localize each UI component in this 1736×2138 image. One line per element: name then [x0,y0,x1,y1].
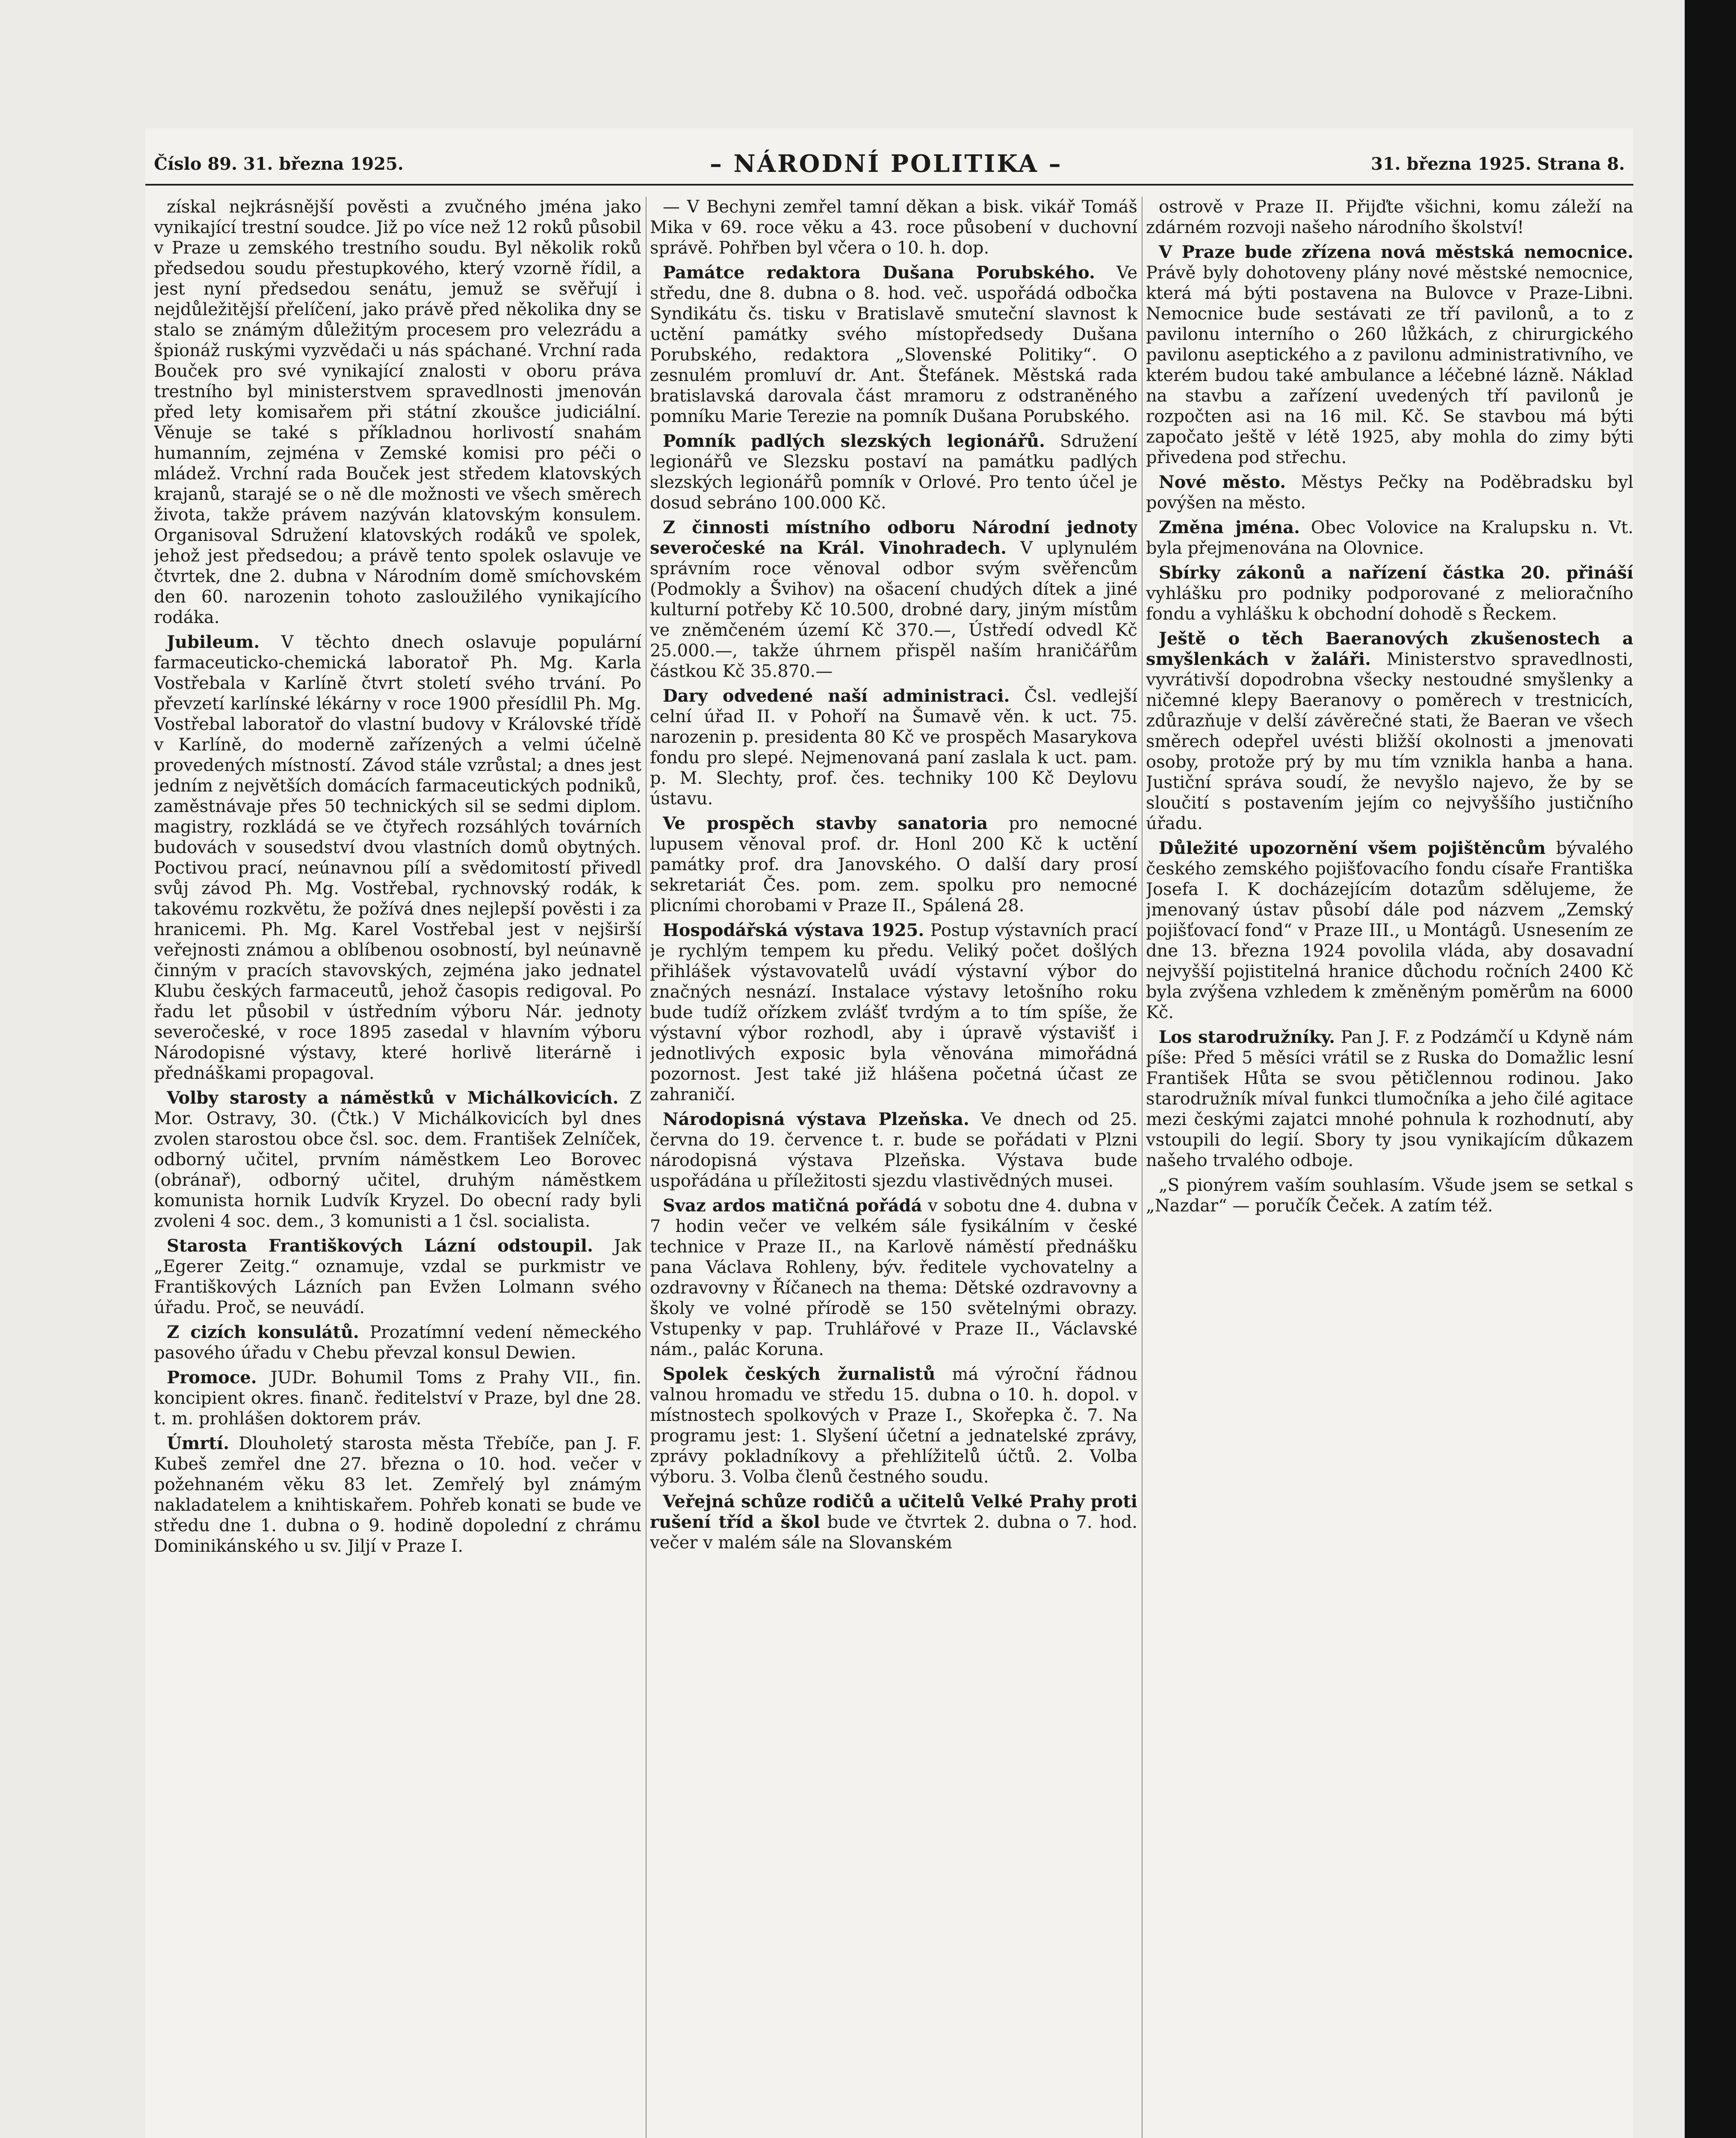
article-headline: Svaz ardos matičná pořádá [663,1196,922,1216]
article-paragraph [154,1322,641,1363]
article-headline: Památce redaktora Dušana Porubského. [663,263,1095,283]
article-headline: Z činnosti místního odboru Národní jednoty severočeské na Král. Vinohradech. [650,517,1137,558]
article-headline: Jubileum. [167,632,260,652]
article-text: ostrově v Praze II. Přijďte všichni, komu záleží na zdárném rozvoji našeho národního školství! [1146,197,1633,237]
article-headline: Dary odvedené naší administraci. [663,686,1010,706]
article-paragraph [1146,197,1633,238]
article-paragraph [154,632,641,1084]
article-text: V uplynulém správním roce věnoval odbor svým svěřencům (Podmokly a Švihov) na ošacení chudých dítek a jiné kulturní potřeby Kč 10.500, drobné dary, jiným místům ve zněmčeném území Kč 370.—, Ústředí odvedl Kč 25.000.—, takže úhrnem přispěl naším hraničářům částkou Kč 35.870.— [650,538,1137,681]
article-text: „S pionýrem vaším souhlasím. Všude jsem se setkal s „Nazdar“ — poručík Čeček. A zatím též. [1146,1175,1633,1216]
article-text: bude ve čtvrtek 2. dubna o 7. hod. večer v malém sále na Slovanském [650,1512,1137,1553]
article-paragraph [1146,838,1633,1023]
article-headline: Spolek českých žurnalistů [663,1364,936,1384]
article-paragraph [154,1367,641,1429]
article-text: Z Mor. Ostravy, 30. (Čtk.) V Michálkovicích byl dnes zvolen starostou obce čsl. soc. dem. František Zelníček, odborný učitel, prvním náměstkem Leo Borovec (obránař), odborný učitel, druhým náměstkem komunista hornik Ludvík Kryzel. Do obecní rady byli zvoleni 4 soc. dem., 3 komunisti a 1 čsl. socialista. [154,1088,641,1231]
article-text: Jak „Egerer Zeitg.“ oznamuje, vzdal se purkmistr ve Františkových Lázních pan Evžen Lolmann svého úřadu. Proč, se neuvádí. [154,1236,641,1317]
article-text: Pan J. F. z Podzámčí u Kdyně nám píše: Před 5 měsíci vrátil se z Ruska do Domažlic lesní František Hůta se svou pětičlennou rodinou. Jako starodružník míval funkci tlumočníka a jeho čilé agitace mezi českými zajatci mnohé pohnula k rozhodnutí, aby vstoupili do legií. Sbory ty jsou vynikajícím důkazem našeho trvalého odboje. [1146,1028,1633,1170]
article-paragraph [154,1088,641,1231]
article-text: V těchto dnech oslavuje populární farmaceuticko-chemická laboratoř Ph. Mg. Karla Vostřebala v Karlíně čtvrt století svého trvání. Po převzetí karlínské lékárny v roce 1900 přesídlil Ph. Mg. Vostřebal laboratoř do vlastní budovy v Královské třídě v Karlíně, do moderně zařízených a velmi účelně provedených místností. Závod stále vzrůstal; a dnes jest jedním z největších domácích farmaceutických podniků, zaměstnávaje přes 50 technických sil se sedmi diplom. magistry, rozkládá se ve čtyřech rozsáhlých továrních budovách v sousedství dvou vlastních domů obytných. Poctivou prací, neúnavnou pílí a svědomitostí přivedl svůj závod Ph. Mg. Vostřebal, rychnovský rodák, k takovému rozkvětu, že požívá dnes nejlepší pověsti i za hranicemi. Ph. Mg. Karel Vostřebal jest v nejširší veřejnosti známou a oblíbenou osobností, byl neúnavně činným v pracích stavovských, zejména jako jednatel Klubu českých farmaceutů, jehož časopis redigoval. Po řadu let působil v ústředním výboru Nár. jednoty severočeské, v roce 1895 zasedal v hlavním výboru Národopisné výstavy, které horlivě literárně i přednáškami propagoval. [154,632,641,1083]
article-text: Městys Pečky na Poděbradsku byl povýšen na město. [1146,472,1633,513]
article-text: pro nemocné lupusem věnoval prof. dr. Honl 200 Kč k uctění památky prof. dra Janovského. O další dary prosí sekretariát Čes. pom. zem. spolku pro nemocné plicními chorobami v Praze II., Spálená 28. [650,814,1137,915]
article-text: získal nejkrásnější pověsti a zvučného jména jako vynikající trestní soudce. Již po více než 12 roků působil v Praze u zemského trestního soudu. Byl několik roků předsedou soudu přestupkového, který vzorně řídil, a jest nyní předsedou senátu, jemuž se svěřují i nejdůležitější přelíčení, jako právě před několika dny se stalo se známým důležitým procesem pro velezrádu a špionáž ruskými vyzvědači u nás spáchané. Vrchní rada Bouček pro své vynikající znalosti v oboru práva trestního byl ministerstvem spravedlnosti jmenován před lety komisařem při státní zkoušce judiciální. Věnuje se také s příkladnou horlivostí snahám humanním, zejména v Zemské komisi pro péči o mládež. Vrchní rada Bouček jest středem klatovských krajanů, starajé se o ně dle možnosti ve všech směrech života, takže právem nazýván klatovským konsulem. Organisoval Sdružení klatovských rodáků ve spolek, jehož jest předsedou; a právě tento spolek oslavuje ve čtvrtek, dne 2. dubna v Národním domě smíchovském den 60. narozenin tohoto zasloužilého vynikajícího rodáka. [154,197,641,627]
page-header [145,145,1633,180]
column-1 [154,197,641,2138]
article-paragraph [650,920,1137,1105]
article-paragraph [1146,629,1633,834]
article-paragraph [650,263,1137,427]
article-headline: Sbírky zákonů a nařízení částka 20. přináší [1159,563,1633,583]
column-2 [650,197,1137,2138]
header-rule [145,184,1633,186]
article-paragraph [1146,1027,1633,1171]
article-headline: Veřejná schůze rodičů a učitelů Velké Prahy proti rušení tříd a škol [650,1491,1137,1532]
article-paragraph [1146,242,1633,468]
article-headline: Pomník padlých slezských legionářů. [663,431,1045,451]
article-paragraph [1146,517,1633,558]
article-paragraph [650,686,1137,809]
article-text: Právě byly dohotoveny plány nové městské nemocnice, která má býti postavena na Bulovce v Praze-Libni. Nemocnice bude sestávati ze tří pavilonů, a to z pavilonu interního o 260 lůžkách, z chirurgického pavilonu aseptického a z pavilonu administrativního, ve kterém budou také ambulance a léčebné lázně. Náklad na stavbu a zařízení uvedených tří pavilonů je rozpočten asi na 16 mil. Kč. Se stavbou má býti započato ještě v létě 1925, aby mohla do zimy býti přivedena pod střechu. [1146,263,1633,467]
article-text: Dlouholetý starosta města Třebíče, pan J. F. Kubeš zemřel dne 27. března o 10. hod. večer v požehnaném věku 83 let. Zemřelý byl známým nakladatelem a knihtiskařem. Pohřeb konati se bude ve středu dne 1. dubna o 9. hodině dopolední z chrámu Dominikánského u sv. Jiljí v Praze I. [154,1434,641,1556]
article-text: má výroční řádnou valnou hromadu ve středu 15. dubna o 10. h. dopol. v místnostech spolkových v Praze I., Skořepka č. 7. Na programu jest: 1. Slyšení účetní a jednatelské zprávy, zprávy pokladníkovy a přehlížitelů účtů. 2. Volba výboru. 3. Volba členů čestného soudu. [650,1364,1137,1487]
article-headline: Nové město. [1159,472,1286,492]
article-headline: Promoce. [167,1367,257,1388]
article-text: Obec Volovice na Kralupsku n. Vt. byla přejmenována na Olovnice. [1146,518,1633,558]
article-headline: Los starodružníky. [1159,1027,1335,1047]
newspaper-page [145,128,1633,2138]
article-paragraph [650,197,1137,258]
article-text: Sdružení legionářů ve Slezsku postaví na památku padlých slezských legionářů pomník v Orlové. Pro tento účel je dosud sebráno 100.000 Kč. [650,431,1137,513]
article-text: bývalého českého zemského pojišťovacího fondu císaře Františka Josefa I. K docházejícím dotazům sdělujeme, že jmenovaný ústav působí dále pod názvem „Zemský pojišťovací fond“ v Praze III., u Montágů. Usnesením ze dne 13. března 1924 povolila vláda, aby dosavadní nejvyšší pojistitelná hranice důchodu ročních 2400 Kč byla zvýšena vzhledem k změněným poměrům na 6000 Kč. [1146,839,1633,1022]
article-text: Ve středu, dne 8. dubna o 8. hod. več. uspořádá odbočka Syndikátu čs. tisku v Bratislavě smuteční slavnost k uctění památky svého místopředsedy Dušana Porubského, redaktora „Slovenské Politiky“. O zesnulém promluví dr. Ant. Štefánek. Městská rada bratislavská darovala část mramoru z odstraněného pomníku Marie Terezie na pomník Dušana Porubského. [650,263,1137,426]
article-headline: V Praze bude zřízena nová městská nemocnice. [1159,242,1633,262]
article-text: JUDr. Bohumil Toms z Prahy VII., fin. koncipient okres. finanč. ředitelství v Praze, byl dne 28. t. m. prohlášen doktorem práv. [154,1368,641,1429]
article-paragraph [650,1196,1137,1360]
article-text: Ve dnech od 25. června do 19. července t. r. bude se pořádati v Plzni národopisná výstava Plzeňska. Výstava bude uspořádána u příležitosti sjezdu vlastivědných musei. [650,1110,1137,1191]
article-text: vyhlášku pro podniky podporované z melioračního fondu a vyhlášku k obchodní dohodě s Řeckem. [1146,584,1633,624]
scan-dark-edge [1685,0,1736,2138]
column-divider [1142,197,1143,2138]
masthead-title: – NÁRODNÍ POLITIKA – [710,150,1063,178]
article-paragraph [154,1433,641,1556]
article-headline: Starosta Františkových Lázní odstoupil. [167,1236,593,1256]
article-text: Postup výstavních prací je rychlým tempem ku předu. Veliký počet došlých přihlášek výstavovatelů uvádí výstavní výbor do značných nesnází. Instalace výstavy letošního roku bude tudíž ořízkem zvlášť tvrdým a to tím spíše, že výstavní výbor rozhodl, aby i úpravě výstavišť i jednotlivých exposic byla věnována mimořádná pozornost. Jest také již hlášena početná účast ze zahraničí. [650,921,1137,1104]
article-paragraph [1146,1175,1633,1216]
article-headline: Hospodářská výstava 1925. [663,920,924,940]
article-paragraph [650,431,1137,513]
article-text: — V Bechyni zemřel tamní děkan a bisk. vikář Tomáš Mika v 69. roce věku a 43. roce působení v duchovní správě. Pohřben byl včera o 10. h. dop. [650,197,1137,258]
column-3 [1146,197,1633,2138]
article-text: v sobotu dne 4. dubna v 7 hodin večer ve velkém sále fysikálním v české technice v Praze II., na Karlově náměstí přednášku pana Václava Rohleny, býv. ředitele vychovatelny a ozdravovny v Říčanech na thema: Dětské ozdravovny a školy ve volné přírodě se 150 světelnými obrazy. Vstupenky v pap. Truhlářové v Praze II., Václavské nám., palác Koruna. [650,1196,1137,1359]
article-paragraph [650,813,1137,916]
article-paragraph [650,1364,1137,1487]
article-text: Prozatímní vedení německého pasového úřadu v Chebu převzal konsul Dewien. [154,1323,641,1363]
article-headline: Ještě o těch Baeranových zkušenostech a smyšlenkách v žaláři. [1146,629,1633,669]
article-paragraph [154,1236,641,1318]
article-paragraph [650,517,1137,682]
article-text: Ministerstvo spravedlnosti, vyvrátivší dopodrobna všecky nestoudné smyšlenky a ničemné klepy Baeranovy o poměrech v trestnicích, zdůrazňuje v delší závěrečné stati, že Baeran ve všech směrech odepřel uvésti bližší okolnosti a jmenovati osoby, protože prý by mu tím vznikla hanba a hana. Justiční správa soudí, že nevyšlo najevo, že by se sloučití s postavením jejím co nejvyššího justičního úřadu. [1146,650,1633,833]
article-headline: Národopisná výstava Plzeňska. [663,1109,969,1129]
article-headline: Z cizích konsulátů. [167,1322,359,1342]
article-headline: Volby starosty a náměstků v Michálkovicích. [167,1088,619,1108]
article-paragraph [650,1491,1137,1553]
article-headline: Důležité upozornění všem pojištěncům [1159,838,1546,858]
issue-date-left: Číslo 89. 31. března 1925. [154,154,404,174]
article-text: Čsl. vedlejší celní úřad II. v Pohoří na Šumavě věn. k uct. 75. narozenin p. presidenta 80 Kč ve prospěch Masarykova fondu pro slepé. Nejmenovaná paní zaslala k uct. pam. p. M. Slechty, prof. čes. techniky 100 Kč Deylovu ústavu. [650,686,1137,809]
article-headline: Úmrtí. [167,1433,229,1453]
article-paragraph [154,197,641,628]
article-headline: Ve prospěch stavby sanatoria [663,813,988,833]
article-paragraph [1146,563,1633,624]
column-divider [646,197,647,2138]
article-paragraph [1146,472,1633,513]
article-paragraph [650,1109,1137,1191]
article-headline: Změna jména. [1159,517,1300,537]
date-page-right: 31. března 1925. Strana 8. [1371,154,1625,174]
